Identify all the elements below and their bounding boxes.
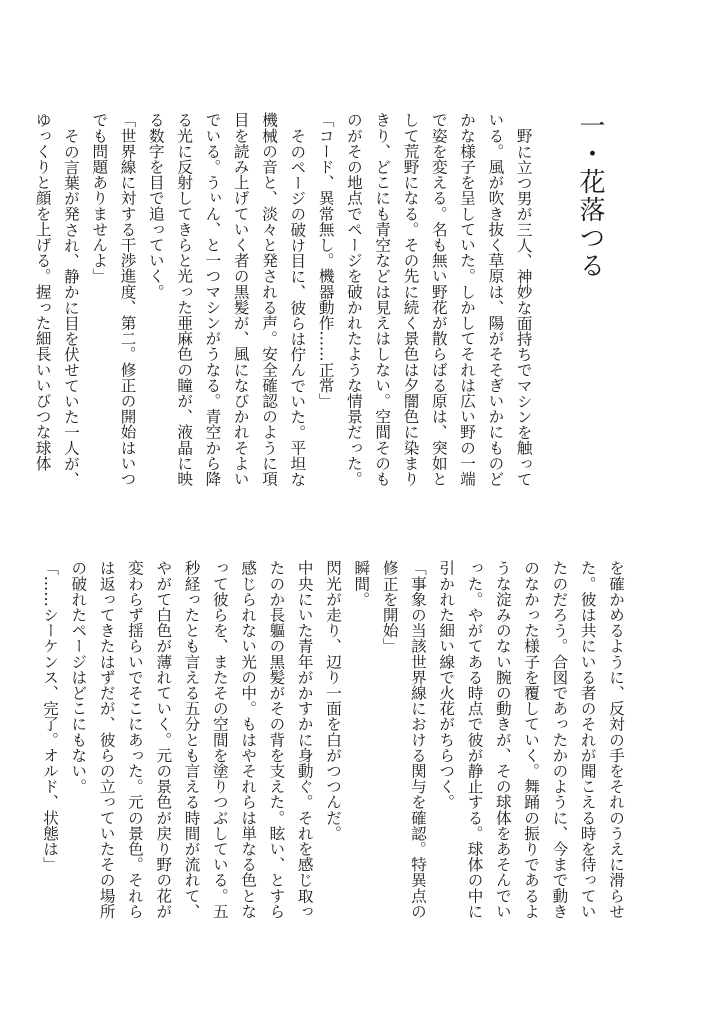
dialogue: 「……シーケンス、完了。オルド、状態は」	[41, 560, 60, 872]
paragraph: そのページの破け目に、彼らは佇んでいた。平坦な機械の音と、淡々と発される声。安全確認のように項目を読み上げていく者の黒髪が、風になびかれそよいでいる。うぃん、と一つマシンがうなる。青空から降る光に反射してきらと光った亜麻色の瞳が、液晶に映る数字を目で追っていく。	[146, 112, 307, 487]
dialogue: 「コード、異常無し。機器動作……正常」	[316, 112, 335, 409]
text-block-lower	[41, 560, 630, 934]
chapter-title: 一・花落つる	[575, 112, 605, 280]
paragraph: 瞬間。	[352, 560, 371, 607]
dialogue: 「事象の当該世界線における関与を確認。特異点の修正を開始」	[380, 560, 427, 919]
paragraph: 中央にいた青年がかすかに身動ぐ。それを感じ取ったのか長軀の黒髪がその背を支えた。眩い、とすら感じられない光の中。もはやそれらは単なる色となって彼らを、またその空間を塗りつぶしている。五秒経ったとも言える五分とも言える時間が流れて、やがて白色が薄れていく。元の景色が戻り野の花が変わらず揺らいでそこにあった。元の景色。それらは返ってきたはずだが、彼らの立っていたその場所の破れたページはどこにもない。	[69, 560, 314, 919]
paragraph: その言葉が発され、静かに目を伏せていた一人が、ゆっくりと顔を上げる。握った細長いいびつな球体	[33, 112, 80, 487]
text-block-upper	[33, 112, 605, 497]
paragraph: を確かめるように、反対の手をそれのうえに滑らせた。彼は共にいる者のそれが聞こえる時を待っていたのだろう。合図であったかのように、今まで動きのなかった様子を覆していく。舞踊の振りであるような淀みのない腕の動きが、その球体をあそんでいった。やがてある時点で彼が静止する。球体の中に引かれた細い線で火花がちらつく。	[437, 560, 625, 919]
dialogue: 「世界線に対する干渉進度、第二。修正の開始はいつでも問題ありませんよ」	[90, 112, 137, 487]
paragraph: 閃光が走り、辺り一面を白がつつんだ。	[324, 560, 343, 841]
paragraph: 野に立つ男が三人、神妙な面持ちでマシンを触っている。風が吹き抜く草原は、陽がそそぎいかにものどかな様子を呈していた。しかしてそれは広い野の一端で姿を変える。名も無い野花が散らばる原は、突如として荒野になる。その先に続く景色は夕闇色に染まりきり、どこにも青空などは見えはしない。空間そのものがその地点でページを破かれたような情景だった。	[344, 112, 533, 487]
